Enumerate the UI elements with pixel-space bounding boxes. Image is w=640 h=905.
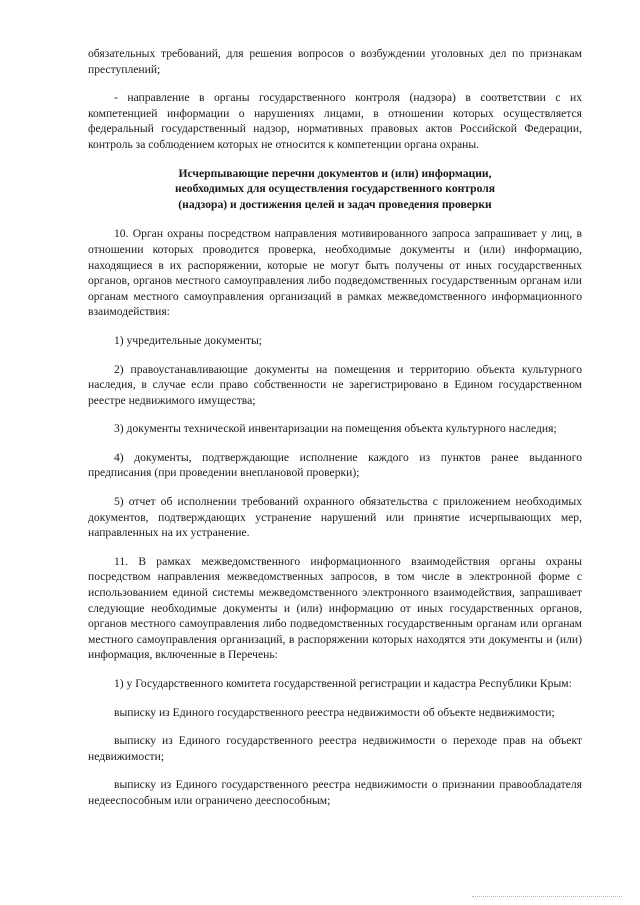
list-item: выписку из Единого государственного реестра недвижимости о переходе прав на объект недвижимости; [88, 734, 582, 763]
list-item: 3) документы технической инвентаризации на помещения объекта культурного наследия; [114, 422, 557, 436]
list-item: 5) отчет об исполнении требований охранного обязательства с приложением необходимых документов, подтверждающих устранение нарушений или принятие исчерпывающих мер, направленных на их устранение. [88, 495, 582, 540]
list-item: 1) учредительные документы; [114, 333, 262, 347]
heading-line: (надзора) и достижения целей и задач проведения проверки [178, 197, 492, 211]
paragraph-continuation: обязательных требований, для решения вопросов о возбуждении уголовных дел по признакам преступлений; [88, 47, 582, 76]
paragraph-11: 11. В рамках межведомственного информационного взаимодействия органы охраны посредством направления межведомственных запросов, в том числе в электронной форме с использованием единой системы межведомственного электронного взаимодействия, запрашивает следующие необходимые документы и (или) информацию от иных государственных органов, органов местного самоуправления либо подведомственных государственным органам или органам местного самоуправления организаций, в распоряжении которых находятся эти документы и (или) информация, включенные в Перечень: [88, 554, 582, 662]
list-item: 4) документы, подтверждающие исполнение каждого из пунктов ранее выданного предписания (при проведении внеплановой проверки); [88, 450, 582, 480]
section-heading [88, 166, 582, 213]
list-item: 2) правоустанавливающие документы на помещения и территорию объекта культурного наследия, в случае если право собственности не зарегистрировано в Едином государственном реестре недвижимого имущества; [88, 362, 582, 407]
paragraph-direction: - направление в органы государственного контроля (надзора) в соответствии с их компетенцией информации о нарушениях лицами, в отношении которых осуществляется федеральный государственный надзор, нормативных правовых актов Российской Федерации, контроль за соблюдением которых не относится к компетенции органа охраны. [88, 91, 582, 151]
paragraph-10: 10. Орган охраны посредством направления мотивированного запроса запрашивает у лиц, в отношении которых проводится проверка, необходимые документы и (или) информацию, находящиеся в их распоряжении, которые не могут быть получены от иных государственных органов, органов местного самоуправления либо подведомственных государственным органам или органам местного самоуправления организаций в рамках межведомственного информационного взаимодействия: [88, 227, 582, 319]
heading-line: необходимых для осуществления государственного контроля [174, 182, 496, 196]
list-item: 1) у Государственного комитета государственной регистрации и кадастра Республики Крым: [114, 677, 572, 690]
list-item: выписку из Единого государственного реестра недвижимости об объекте недвижимости; [114, 705, 555, 719]
heading-line: Исчерпывающие перечни документов и (или) информации, [178, 166, 492, 180]
list-item: выписку из Единого государственного реестра недвижимости о признании правообладателя недееспособным или ограничено дееспособным; [88, 778, 582, 807]
scan-artifact-line [472, 896, 622, 899]
